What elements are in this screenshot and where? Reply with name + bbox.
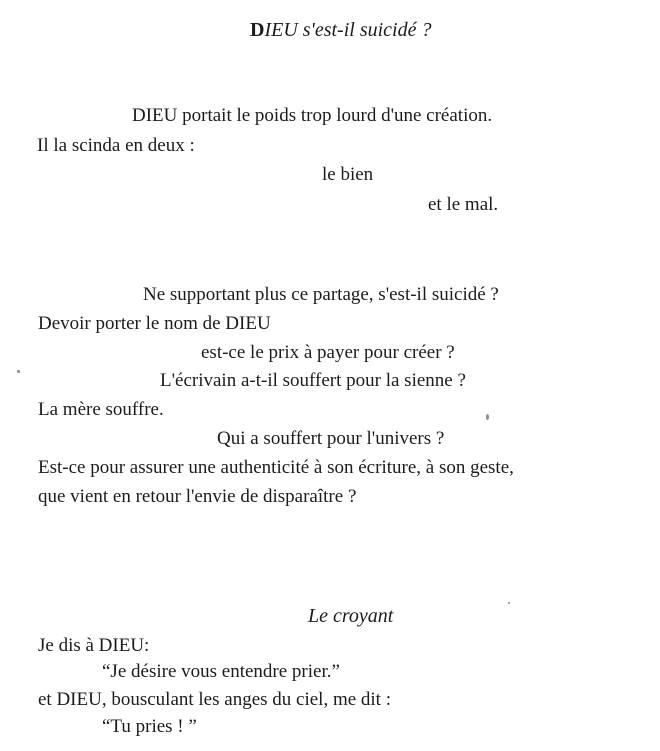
poem-line: que vient en retour l'envie de disparaître ? <box>38 486 357 507</box>
poem-line: le bien <box>322 164 374 185</box>
poem-line: “Tu pries ! ” <box>102 716 197 737</box>
poem-line: et le mal. <box>428 194 499 215</box>
poem-line: La mère souffre. <box>38 399 164 420</box>
poem-line: “Je désire vous entendre prier.” <box>102 661 340 682</box>
scan-speck <box>486 414 489 420</box>
poem-line: Devoir porter le nom de DIEU <box>38 313 271 334</box>
poem-line: L'écrivain a-t-il souffert pour la sienne ? <box>160 370 466 391</box>
title-text: IEU s'est-il suicidé ? <box>264 19 432 41</box>
poem-line: Est-ce pour assurer une authenticité à son écriture, à son geste, <box>38 457 514 478</box>
title-initial: D <box>250 19 265 41</box>
page-title <box>250 18 431 42</box>
poem-line: DIEU portait le poids trop lourd d'une création. <box>132 105 493 126</box>
poem-line: est-ce le prix à payer pour créer ? <box>201 342 455 363</box>
poem-line: Il la scinda en deux : <box>37 135 195 156</box>
poem-line: Qui a souffert pour l'univers ? <box>217 428 445 449</box>
scan-speck <box>508 602 510 604</box>
poem-line: Je dis à DIEU: <box>38 635 150 656</box>
poem-line: Ne supportant plus ce partage, s'est-il suicidé ? <box>143 284 499 305</box>
scan-speck <box>17 370 20 373</box>
section-title: Le croyant <box>308 605 394 627</box>
poem-line: et DIEU, bousculant les anges du ciel, me dit : <box>38 689 391 710</box>
